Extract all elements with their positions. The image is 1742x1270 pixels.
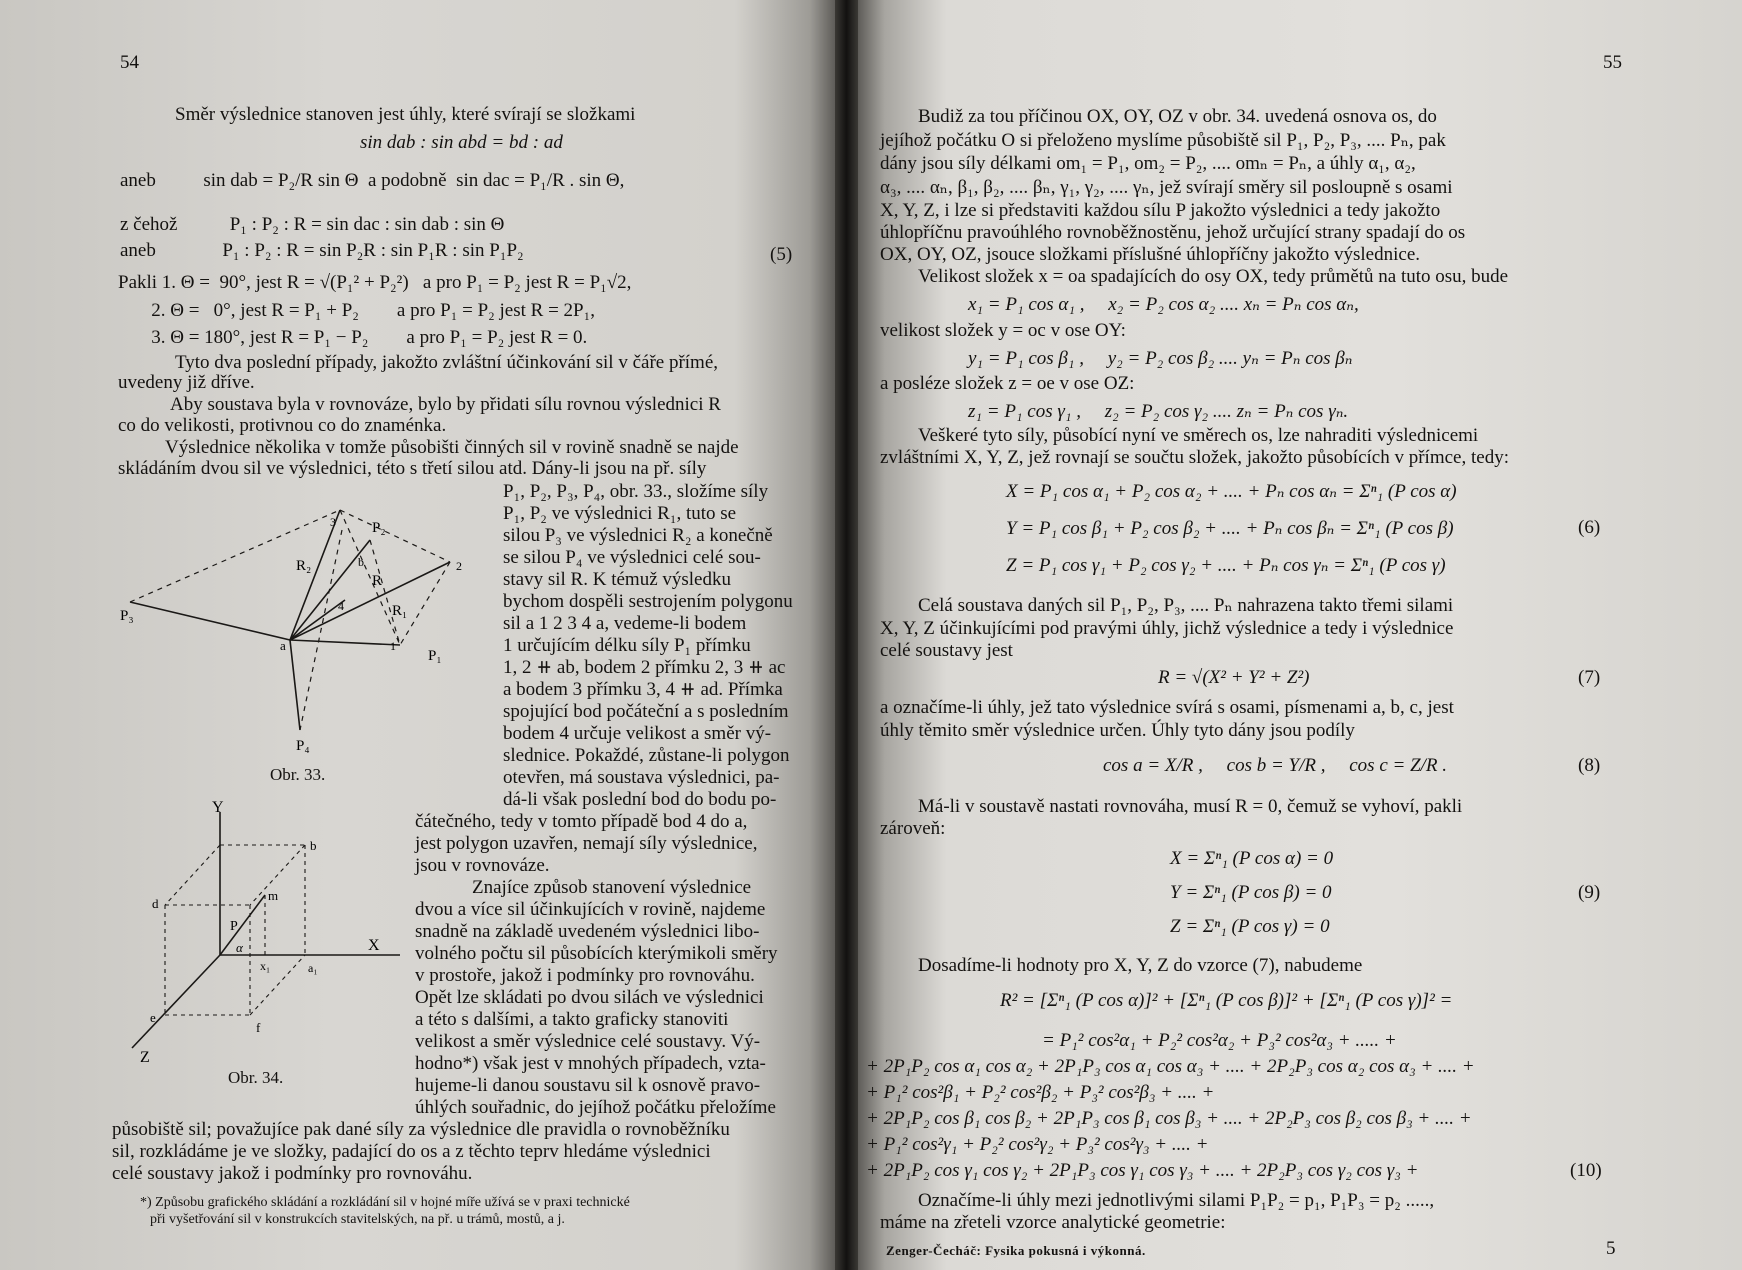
text-line: 3. Θ = 180°, jest R = P₁ − P₂ a pro P₁ = P₂ jest R = 0.	[118, 327, 588, 348]
text-line: zvláštními X, Y, Z, jež rovnají se součtu složek, jakožto působících v přímce, tedy:	[880, 447, 1509, 468]
fig33-label-p4: P₄	[296, 738, 310, 754]
text-line: Celá soustava daných sil P₁, P₂, P₃, .... Pₙ nahrazena takto třemi silami	[918, 595, 1454, 616]
figure-33-caption: Obr. 33.	[270, 765, 326, 784]
text-line: Pakli 1. Θ = 90°, jest R = √(P₁² + P₂²) a pro P₁ = P₂ jest R = P₁√2,	[118, 272, 632, 293]
text-line: slednice. Pokaždé, zůstane-li polygon	[503, 745, 790, 766]
text-line: Budiž za tou příčinou OX, OY, OZ v obr. 34. uvedená osnova os, do	[918, 106, 1437, 127]
fig33-label-p3: P₃	[120, 608, 134, 624]
text-line: spojující bod počáteční a s posledním	[503, 701, 789, 722]
fig34-label-m: m	[268, 888, 279, 903]
fig33-label-p1: P₁	[428, 648, 442, 664]
equation: + 2P₁P₂ cos γ₁ cos γ₂ + 2P₁P₃ cos γ₁ cos γ₃ + .... + 2P₂P₃ cos γ₂ cos γ₃ +	[866, 1160, 1419, 1181]
equation-number: (8)	[1578, 755, 1601, 776]
fig34-label-a1: a₁	[308, 961, 318, 975]
text-line: Aby soustava byla v rovnováze, bylo by přidati sílu rovnou výslednici R	[170, 394, 721, 415]
equation-number: (7)	[1578, 667, 1601, 688]
text-line: Směr výslednice stanoven jest úhly, které svírají se složkami	[175, 104, 636, 125]
fig33-label-r2: R₂	[296, 558, 312, 574]
right-page	[858, 0, 1742, 1270]
fig34-label-f: f	[256, 1020, 261, 1035]
fig34-label-z: Z	[140, 1049, 150, 1066]
equation: R² = [Σⁿ₁ (P cos α)]² + [Σⁿ₁ (P cos β)]² + [Σⁿ₁ (P cos γ)]² =	[1000, 990, 1453, 1011]
fig33-label-r: R	[372, 573, 383, 589]
book-gutter	[835, 0, 858, 1270]
fig33-label-b: b	[358, 555, 364, 569]
text-line: Má-li v soustavě nastati rovnováha, musí R = 0, čemuž se vyhoví, pakli	[918, 796, 1463, 817]
text-line: sil a 1 2 3 4 a, vedeme-li bodem	[503, 613, 747, 634]
text-line: působiště sil; považujíce pak dané síly za výslednice dle pravidla o rovnoběžníku	[112, 1119, 730, 1140]
text-line: Výslednice několika v tomže působišti činných sil v rovině snadně se najde	[165, 437, 739, 458]
text-line: úhlopříčnu pravoúhlého rovnoběžnostěnu, jehož určující strany spadají do os	[880, 222, 1466, 243]
fig34-label-b: b	[310, 838, 317, 853]
equation-number: (5)	[770, 244, 793, 265]
equation: + 2P₁P₂ cos α₁ cos α₂ + 2P₁P₃ cos α₁ cos α₃ + .... + 2P₂P₃ cos α₂ cos α₃ + .... +	[866, 1056, 1475, 1077]
text-line: dá-li však poslední bod do bodu po-	[503, 789, 777, 810]
text-line: a této s dalšími, a takto graficky stanoviti	[415, 1009, 729, 1030]
equation: z₁ = P₁ cos γ₁ , z₂ = P₂ cos γ₂ .... zₙ = Pₙ cos γₙ.	[968, 401, 1349, 422]
text-line: skládáním dvou sil ve výslednici, této s třetí silou atd. Dány-li jsou na př. síly	[118, 458, 707, 479]
text-line: a označíme-li úhly, jež tato výslednice svírá s osami, písmenami a, b, c, jest	[880, 697, 1454, 718]
text-line: jejíhož počátku O si přeloženo myslíme působiště sil P₁, P₂, P₃, .... Pₙ, pak	[880, 130, 1446, 151]
text-line: se silou P₄ ve výslednici celé sou-	[503, 547, 761, 568]
text-line: otevřen, má soustava výslednici, pa-	[503, 767, 780, 788]
text-line: úhly těmito směr výslednice určen. Úhly tyto dány jsou podíly	[880, 720, 1355, 741]
equation: + P₁² cos²γ₁ + P₂² cos²γ₂ + P₃² cos²γ₃ + .... +	[866, 1134, 1209, 1155]
text-line: čátečného, tedy v tomto případě bod 4 do a,	[415, 811, 748, 832]
text-line: α₃, .... αₙ, β₁, β₂, .... βₙ, γ₁, γ₂, .... γₙ, jež svírají směry sil posloupně s osami	[880, 177, 1453, 198]
text-line: Veškeré tyto síly, působící nyní ve směrech os, lze nahraditi výslednicemi	[918, 425, 1479, 446]
page-number: 55	[1603, 52, 1622, 73]
text-line: bychom dospěli sestrojením polygonu	[503, 591, 793, 612]
page-number: 54	[120, 52, 139, 73]
equation-line: z čehož P₁ : P₂ : R = sin dac : sin dab : sin Θ	[120, 214, 505, 235]
text-line: Velikost složek x = oa spadajících do osy OX, tedy průmětů na tuto osu, bude	[918, 266, 1509, 287]
text-line: X, Y, Z, i lze si představiti každou sílu P jakožto výslednici a tedy jakožto	[880, 200, 1441, 221]
text-line: Tyto dva poslední případy, jakožto zvláštní účinkování sil v čáře přímé,	[175, 352, 719, 373]
text-line: Znajíce způsob stanovení výslednice	[472, 877, 752, 898]
text-line: 2. Θ = 0°, jest R = P₁ + P₂ a pro P₁ = P₂ jest R = 2P₁,	[118, 300, 595, 321]
fig33-label-a: a	[280, 638, 286, 653]
text-line: dvou a více sil účinkujících v rovině, najdeme	[415, 899, 766, 920]
equation-number: (6)	[1578, 517, 1601, 538]
text-line: úhlých souřadnic, do jejíhož počátku přeložíme	[415, 1097, 776, 1118]
equation: + 2P₁P₂ cos β₁ cos β₂ + 2P₁P₃ cos β₁ cos β₃ + .... + 2P₂P₃ cos β₂ cos β₃ + .... +	[866, 1108, 1472, 1129]
equation: X = P₁ cos α₁ + P₂ cos α₂ + .... + Pₙ cos αₙ = Σⁿ₁ (P cos α)	[1006, 481, 1457, 502]
equation-line: aneb sin dab = P₂/R sin Θ a podobně sin dac = P₁/R . sin Θ,	[120, 170, 625, 191]
text-line: jest polygon uzavřen, nemají síly výslednice,	[415, 833, 758, 854]
figure-34-caption: Obr. 34.	[228, 1068, 284, 1087]
footnote-line: při vyšetřování sil v konstrukcích stavitelských, na př. u trámů, mostů, a j.	[150, 1212, 565, 1227]
text-line: velikost a směr výslednice celé soustavy. Vý-	[415, 1031, 761, 1052]
fig33-label-p2: P₂	[372, 520, 386, 536]
equation: = P₁² cos²α₁ + P₂² cos²α₂ + P₃² cos²α₃ + ..... +	[1042, 1030, 1397, 1051]
equation: Z = P₁ cos γ₁ + P₂ cos γ₂ + .... + Pₙ cos γₙ = Σⁿ₁ (P cos γ)	[1006, 555, 1446, 576]
text-line: silou P₃ ve výslednici R₂ a konečně	[503, 525, 773, 546]
equation: Y = P₁ cos β₁ + P₂ cos β₂ + .... + Pₙ cos βₙ = Σⁿ₁ (P cos β)	[1006, 518, 1454, 539]
text-line: v prostoře, jakož i podmínky pro rovnováhu.	[415, 965, 755, 986]
text-line: P₁, P₂ ve výslednici R₁, tuto se	[503, 503, 737, 524]
text-line: OX, OY, OZ, jsouce složkami příslušné úhlopříčny jakožto výslednice.	[880, 244, 1420, 265]
text-line: Dosadíme-li hodnoty pro X, Y, Z do vzorce (7), nabudeme	[918, 955, 1363, 976]
fig34-label-alpha: α	[236, 940, 243, 955]
text-line: P₁, P₂, P₃, P₄, obr. 33., složíme síly	[503, 481, 769, 502]
text-line: bodem 4 určuje velikost a směr vý-	[503, 723, 772, 744]
text-line: zároveň:	[880, 818, 946, 839]
text-line: máme na zřeteli vzorce analytické geometrie:	[880, 1212, 1226, 1233]
figure-33	[110, 500, 500, 760]
text-line: sil, rozkládáme je ve složky, padající do os a z těchto teprv hledáme výslednici	[112, 1141, 711, 1162]
equation-line: aneb P₁ : P₂ : R = sin P₂R : sin P₁R : sin P₁P₂	[120, 240, 524, 261]
figure-34	[120, 800, 410, 1070]
text-line: co do velikosti, protivnou co do znaménka.	[118, 415, 447, 436]
fig33-label-4: 4	[338, 599, 344, 613]
text-line: dány jsou síly délkami om₁ = P₁, om₂ = P₂, .... omₙ = Pₙ, a úhly α₁, α₂,	[880, 153, 1416, 174]
text-line: a bodem 3 přímku 3, 4 ⧺ ad. Přímka	[503, 679, 783, 700]
fig34-label-x: X	[368, 937, 380, 954]
text-line: celé soustavy jakož i podmínky pro rovnováhu.	[112, 1163, 473, 1184]
footnote-line: *) Způsobu grafického skládání a rozkládání sil v hojné míře užívá se v praxi technické	[140, 1195, 630, 1210]
equation: sin dab : sin abd = bd : ad	[360, 132, 563, 153]
text-line: hodno*) však jest v mnohých případech, vzta-	[415, 1053, 766, 1074]
text-line: 1 určujícím délku síly P₁ přímku	[503, 635, 751, 656]
equation: x₁ = P₁ cos α₁ , x₂ = P₂ cos α₂ .... xₙ = Pₙ cos αₙ,	[968, 294, 1359, 315]
fig33-label-r1: R₁	[392, 603, 408, 619]
text-line: X, Y, Z účinkujícími pod pravými úhly, jichž výslednice a tedy i výslednice	[880, 618, 1454, 639]
fig34-label-d: d	[152, 896, 159, 911]
fig33-label-3: 3	[330, 515, 336, 529]
equation: X = Σⁿ₁ (P cos α) = 0	[1170, 848, 1334, 869]
fig34-label-x1: x₁	[260, 959, 271, 973]
text-line: Opět lze skládati po dvou silách ve výslednici	[415, 987, 764, 1008]
text-line: Označíme-li úhly mezi jednotlivými silami P₁P₂ = p₁, P₁P₃ = p₂ .....,	[918, 1190, 1435, 1211]
running-footer: Zenger-Čecháč: Fysika pokusná i výkonná.	[886, 1243, 1146, 1258]
equation-number: (9)	[1578, 882, 1601, 903]
fig34-label-y: Y	[212, 800, 224, 816]
equation-number: (10)	[1570, 1160, 1602, 1181]
text-line: jsou v rovnováze.	[415, 855, 550, 876]
text-line: celé soustavy jest	[880, 640, 1013, 661]
text-line: velikost složek y = oc v ose OY:	[880, 320, 1126, 341]
text-line: a posléze složek z = oe v ose OZ:	[880, 373, 1135, 394]
equation: cos a = X/R , cos b = Y/R , cos c = Z/R .	[1103, 755, 1448, 776]
equation: R = √(X² + Y² + Z²)	[1158, 667, 1310, 688]
left-page	[0, 0, 835, 1270]
fig33-label-1: 1	[390, 639, 396, 653]
equation: Y = Σⁿ₁ (P cos β) = 0	[1170, 882, 1332, 903]
fig34-label-p: P	[230, 919, 238, 934]
text-line: uvedeny již dříve.	[118, 372, 255, 393]
text-line: 1, 2 ⧺ ab, bodem 2 přímku 2, 3 ⧺ ac	[503, 657, 786, 678]
fig33-label-2: 2	[456, 559, 462, 573]
text-line: stavy sil R. K témuž výsledku	[503, 569, 731, 590]
equation: y₁ = P₁ cos β₁ , y₂ = P₂ cos β₂ .... yₙ = Pₙ cos βₙ	[968, 348, 1353, 369]
equation: + P₁² cos²β₁ + P₂² cos²β₂ + P₃² cos²β₃ + .... +	[866, 1082, 1215, 1103]
text-line: volného počtu sil působících kterýmikoli směry	[415, 943, 778, 964]
text-line: snadně na základě uvedeném výslednici libo-	[415, 921, 760, 942]
equation: Z = Σⁿ₁ (P cos γ) = 0	[1170, 916, 1330, 937]
fig34-label-e: e	[150, 1010, 156, 1025]
text-line: hujeme-li danou soustavu sil k osnově pravo-	[415, 1075, 761, 1096]
signature-mark: 5	[1606, 1238, 1616, 1259]
